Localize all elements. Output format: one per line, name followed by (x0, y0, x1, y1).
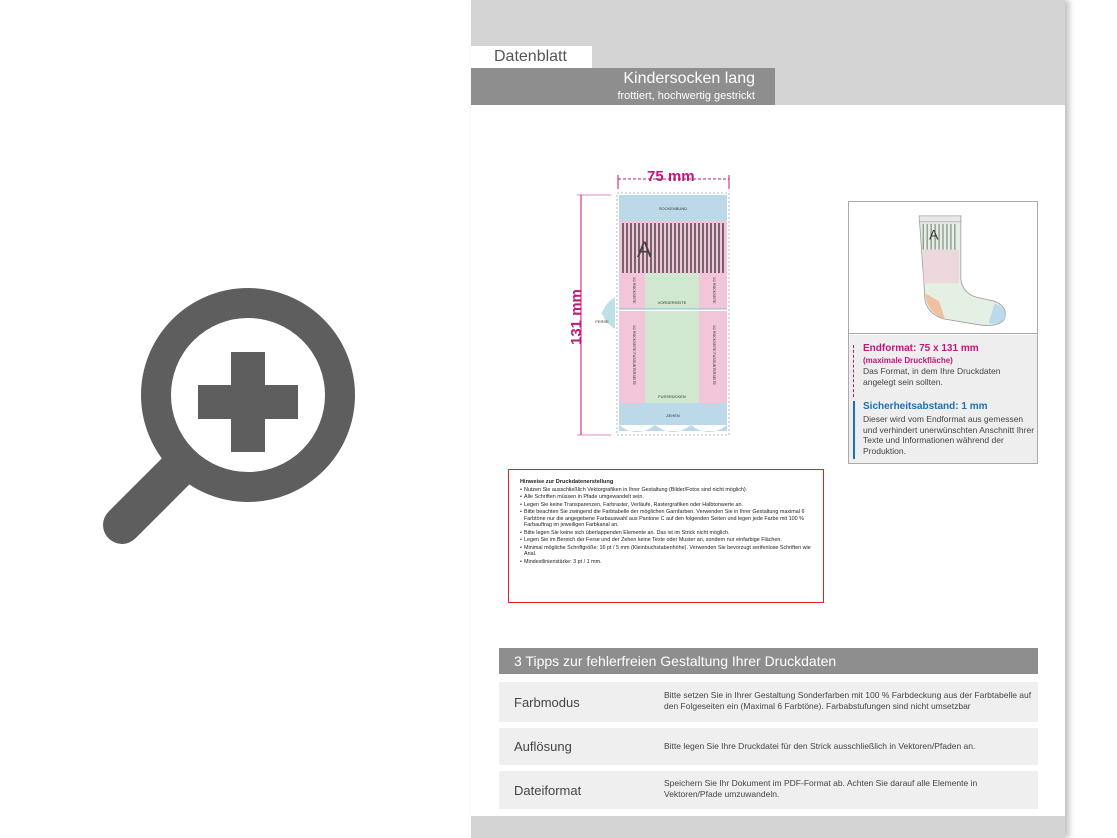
height-dimension-label: 131 mm (568, 289, 585, 345)
endformat-title: Endformat: 75 x 131 mm (863, 343, 979, 354)
label-left-top: 1/2 RÜCKSEITE (632, 277, 636, 304)
hint-item: • Minimal mögliche Schriftgröße: 16 pt / 5 mm (Kleinbuchstabenhöhe). Verwenden Sie bevorzugt serifenlose Schriften wie Arial. (520, 545, 813, 558)
hint-item: • Bitte legen Sie keine sich überlappenden Elemente an. Das ist im Strick nicht möglich. (520, 530, 813, 537)
sock-preview-card (848, 201, 1038, 464)
safety-marker (853, 401, 855, 459)
endformat-marker (853, 345, 854, 397)
label-zehen: ZEHEN (666, 413, 680, 418)
endformat-subtitle: (maximale Druckfläche) (863, 356, 953, 365)
tip-row-dateiformat (499, 771, 1038, 809)
page-footer-band (471, 816, 1065, 838)
product-title-bar (471, 68, 775, 105)
label-fussruecken: FUSSRÜCKEN (658, 394, 686, 399)
hint-item: • Mindestlinienstärke: 3 pt / 1 mm. (520, 559, 813, 566)
preview-info-panel (849, 335, 1037, 463)
hint-item: • Legen Sie keine Transparenzen, Farbraster, Verläufe, Rastergrafiken oder Halbtonwerte an. (520, 502, 813, 509)
endformat-description: Das Format, in dem Ihre Druckdaten angelegt sein sollten. (863, 366, 1001, 387)
label-right-bottom: 1/2 RÜCKSEITE FUSSUNTERSEITE (712, 325, 716, 385)
product-title: Kindersocken lang (623, 70, 755, 87)
tip-text: Bitte setzen Sie in Ihrer Gestaltung Sonderfarben mit 100 % Farbdeckung aus der Farbtabelle auf den Folgeseiten ein (Maximal 6 Farbtöne). Farbabstufungen sind nicht umsetzbar (664, 690, 1032, 711)
hints-list (520, 487, 813, 565)
tip-name: Farbmodus (514, 695, 580, 710)
tip-name: Auflösung (514, 739, 572, 754)
tip-text: Speichern Sie Ihr Dokument im PDF-Format ab. Achten Sie darauf alle Elemente in Vektoren/Pfade umzuwandeln. (664, 778, 978, 799)
label-left-bottom: 1/2 RÜCKSEITE FUSSUNTERSEITE (632, 325, 636, 385)
diagram-sample-letter: A (637, 237, 652, 262)
hint-item: • Bitte beachten Sie zwingend die Farbtabelle der möglichen Garnfarben. Verwenden Sie in Ihrer Gestaltung maximal 6 Farbtöne nur die angegebene Farbauswahl aus Pantone C auf den folgenden Seiten und legen jede Farbe mit 100 % Farbauftrag im jeweiligen Farbkanal an. (520, 509, 813, 529)
datasheet-page (471, 0, 1065, 838)
safety-title: Sicherheitsabstand: 1 mm (863, 401, 988, 412)
tips-header: 3 Tipps zur fehlerfreien Gestaltung Ihrer Druckdaten (499, 648, 1038, 674)
width-dimension-label: 75 mm (647, 168, 695, 185)
tip-name: Dateiformat (514, 783, 582, 798)
tip-row-aufloesung (499, 728, 1038, 765)
safety-description: Dieser wird vom Endformat aus gemessen und verhindert unerwünschten Anschnitt Ihrer Texte und Informationen während der Produktion. (863, 414, 1035, 456)
zoom-in-icon[interactable] (100, 235, 360, 555)
hint-item: • Alle Schriften müssen in Pfade umgewandelt sein. (520, 494, 813, 501)
tip-text: Bitte legen Sie Ihre Druckdatei für den Strick ausschließlich in Vektoren/Pfaden an. (664, 741, 976, 751)
sock-layout-diagram (571, 165, 751, 445)
preview-sample-letter: A (929, 226, 939, 243)
hints-title: Hinweise zur Druckdatenerstellung (520, 479, 614, 485)
label-right-top: 1/2 RÜCKSEITE (712, 277, 716, 304)
print-hints-box (508, 469, 824, 603)
label-vorderseite: VORDERSEITE (657, 300, 687, 305)
sock-preview-image (849, 202, 1037, 334)
datasheet-tab-label: Datenblatt (471, 46, 592, 68)
label-ferse: FERSE (595, 319, 609, 324)
label-sockenbund: SOCKENBUND (658, 206, 688, 211)
hint-item: • Legen Sie im Bereich der Ferse und der Zehen keine Texte oder Muster an, sondern nur einfarbige Flächen. (520, 537, 813, 544)
hint-item: • Nutzen Sie ausschließlich Vektorgrafiken in Ihrer Gestaltung (Bilder/Fotos sind nicht möglich). (520, 487, 813, 494)
tip-row-farbmodus (499, 682, 1038, 722)
product-subtitle: frottiert, hochwertig gestrickt (617, 90, 755, 102)
